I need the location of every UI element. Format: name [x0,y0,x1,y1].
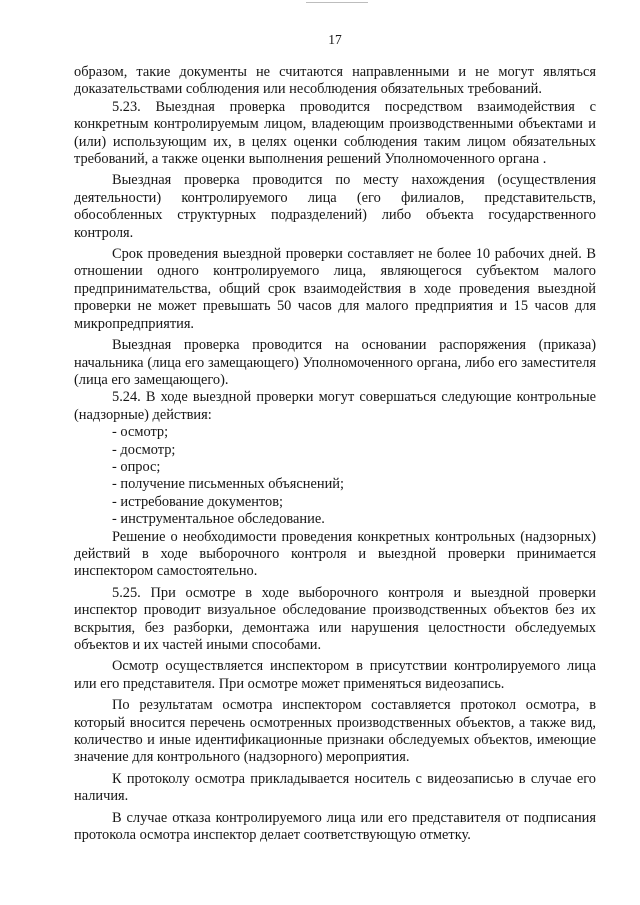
page-number: 17 [328,32,342,47]
paragraph-5-23: 5.23. Выездная проверка проводится посредством взаимодействия с конкретным контролируемым лицом, владеющим производственными объектами и (или) использующим их, в целях оценки соблюдения таким лицом обязательных требований, а также оценки выполнения решений Уполномоченного органа . [74,98,596,168]
control-actions-list [74,424,596,528]
paragraph-refusal: В случае отказа контролируемого лица или его представителя от подписания протокола осмотра инспектор делает соответствующую отметку. [74,809,596,844]
paragraph-inspection-protocol: По результатам осмотра инспектором составляется протокол осмотра, в который вносится перечень осмотренных производственных объектов, а также вид, количество и иные идентификационные признаки обследуемых объектов, имеющие значение для контрольного (надзорного) мероприятия. [74,697,596,766]
paragraph-inspection-presence: Осмотр осуществляется инспектором в присутствии контролируемого лица или его представителя. При осмотре может применяться видеозапись. [74,658,596,692]
document-page [74,30,596,844]
list-item: - инструментальное обследование. [112,511,325,528]
top-edge-mark [306,2,368,3]
list-item: - досмотр; [112,441,176,458]
paragraph-inspection-term: Срок проведения выездной проверки составляет не более 10 рабочих дней. В отношении одного контролируемого лица, являющегося субъектом малого предпринимательства, общий срок взаимодействия в ходе проведения выездной проверки не может превышать 50 часов для малого предприятия и 15 часов для микропредприятия. [74,246,596,332]
paragraph-inspection-location: Выездная проверка проводится по месту нахождения (осуществления деятельности) контролируемого лица (его филиалов, представительств, обособленных структурных подразделений) либо объекта государственного контроля. [74,172,596,241]
list-item: - получение письменных объяснений; [112,476,344,493]
paragraph-video-attachment: К протоколу осмотра прикладывается носитель с видеозаписью в случае его наличия. [74,770,596,805]
list-item: - осмотр; [112,424,169,441]
paragraph-5-25: 5.25. При осмотре в ходе выборочного контроля и выездной проверки инспектор проводит визуальное обследование производственных объектов без их вскрытия, без разборки, демонтажа или нарушения целостности обследуемых объектов и их частей иными способами. [74,584,596,653]
list-item: - истребование документов; [112,493,284,510]
list-item: - опрос; [112,458,161,475]
paragraph-inspection-basis: Выездная проверка проводится на основании распоряжения (приказа) начальника (лица его замещающего) Уполномоченного органа, либо его заместителя (лица его замещающего). [74,337,596,388]
document-body [74,64,596,844]
paragraph-decision: Решение о необходимости проведения конкретных контрольных (надзорных) действий в ходе выборочного контроля и выездной проверки принимается инспектором самостоятельно. [74,528,596,580]
paragraph-5-24: 5.24. В ходе выездной проверки могут совершаться следующие контрольные (надзорные) действия: [74,389,596,423]
paragraph-continuation: образом, такие документы не считаются направленными и не могут являться доказательствами соблюдения или несоблюдения обязательных требований. [74,64,596,98]
